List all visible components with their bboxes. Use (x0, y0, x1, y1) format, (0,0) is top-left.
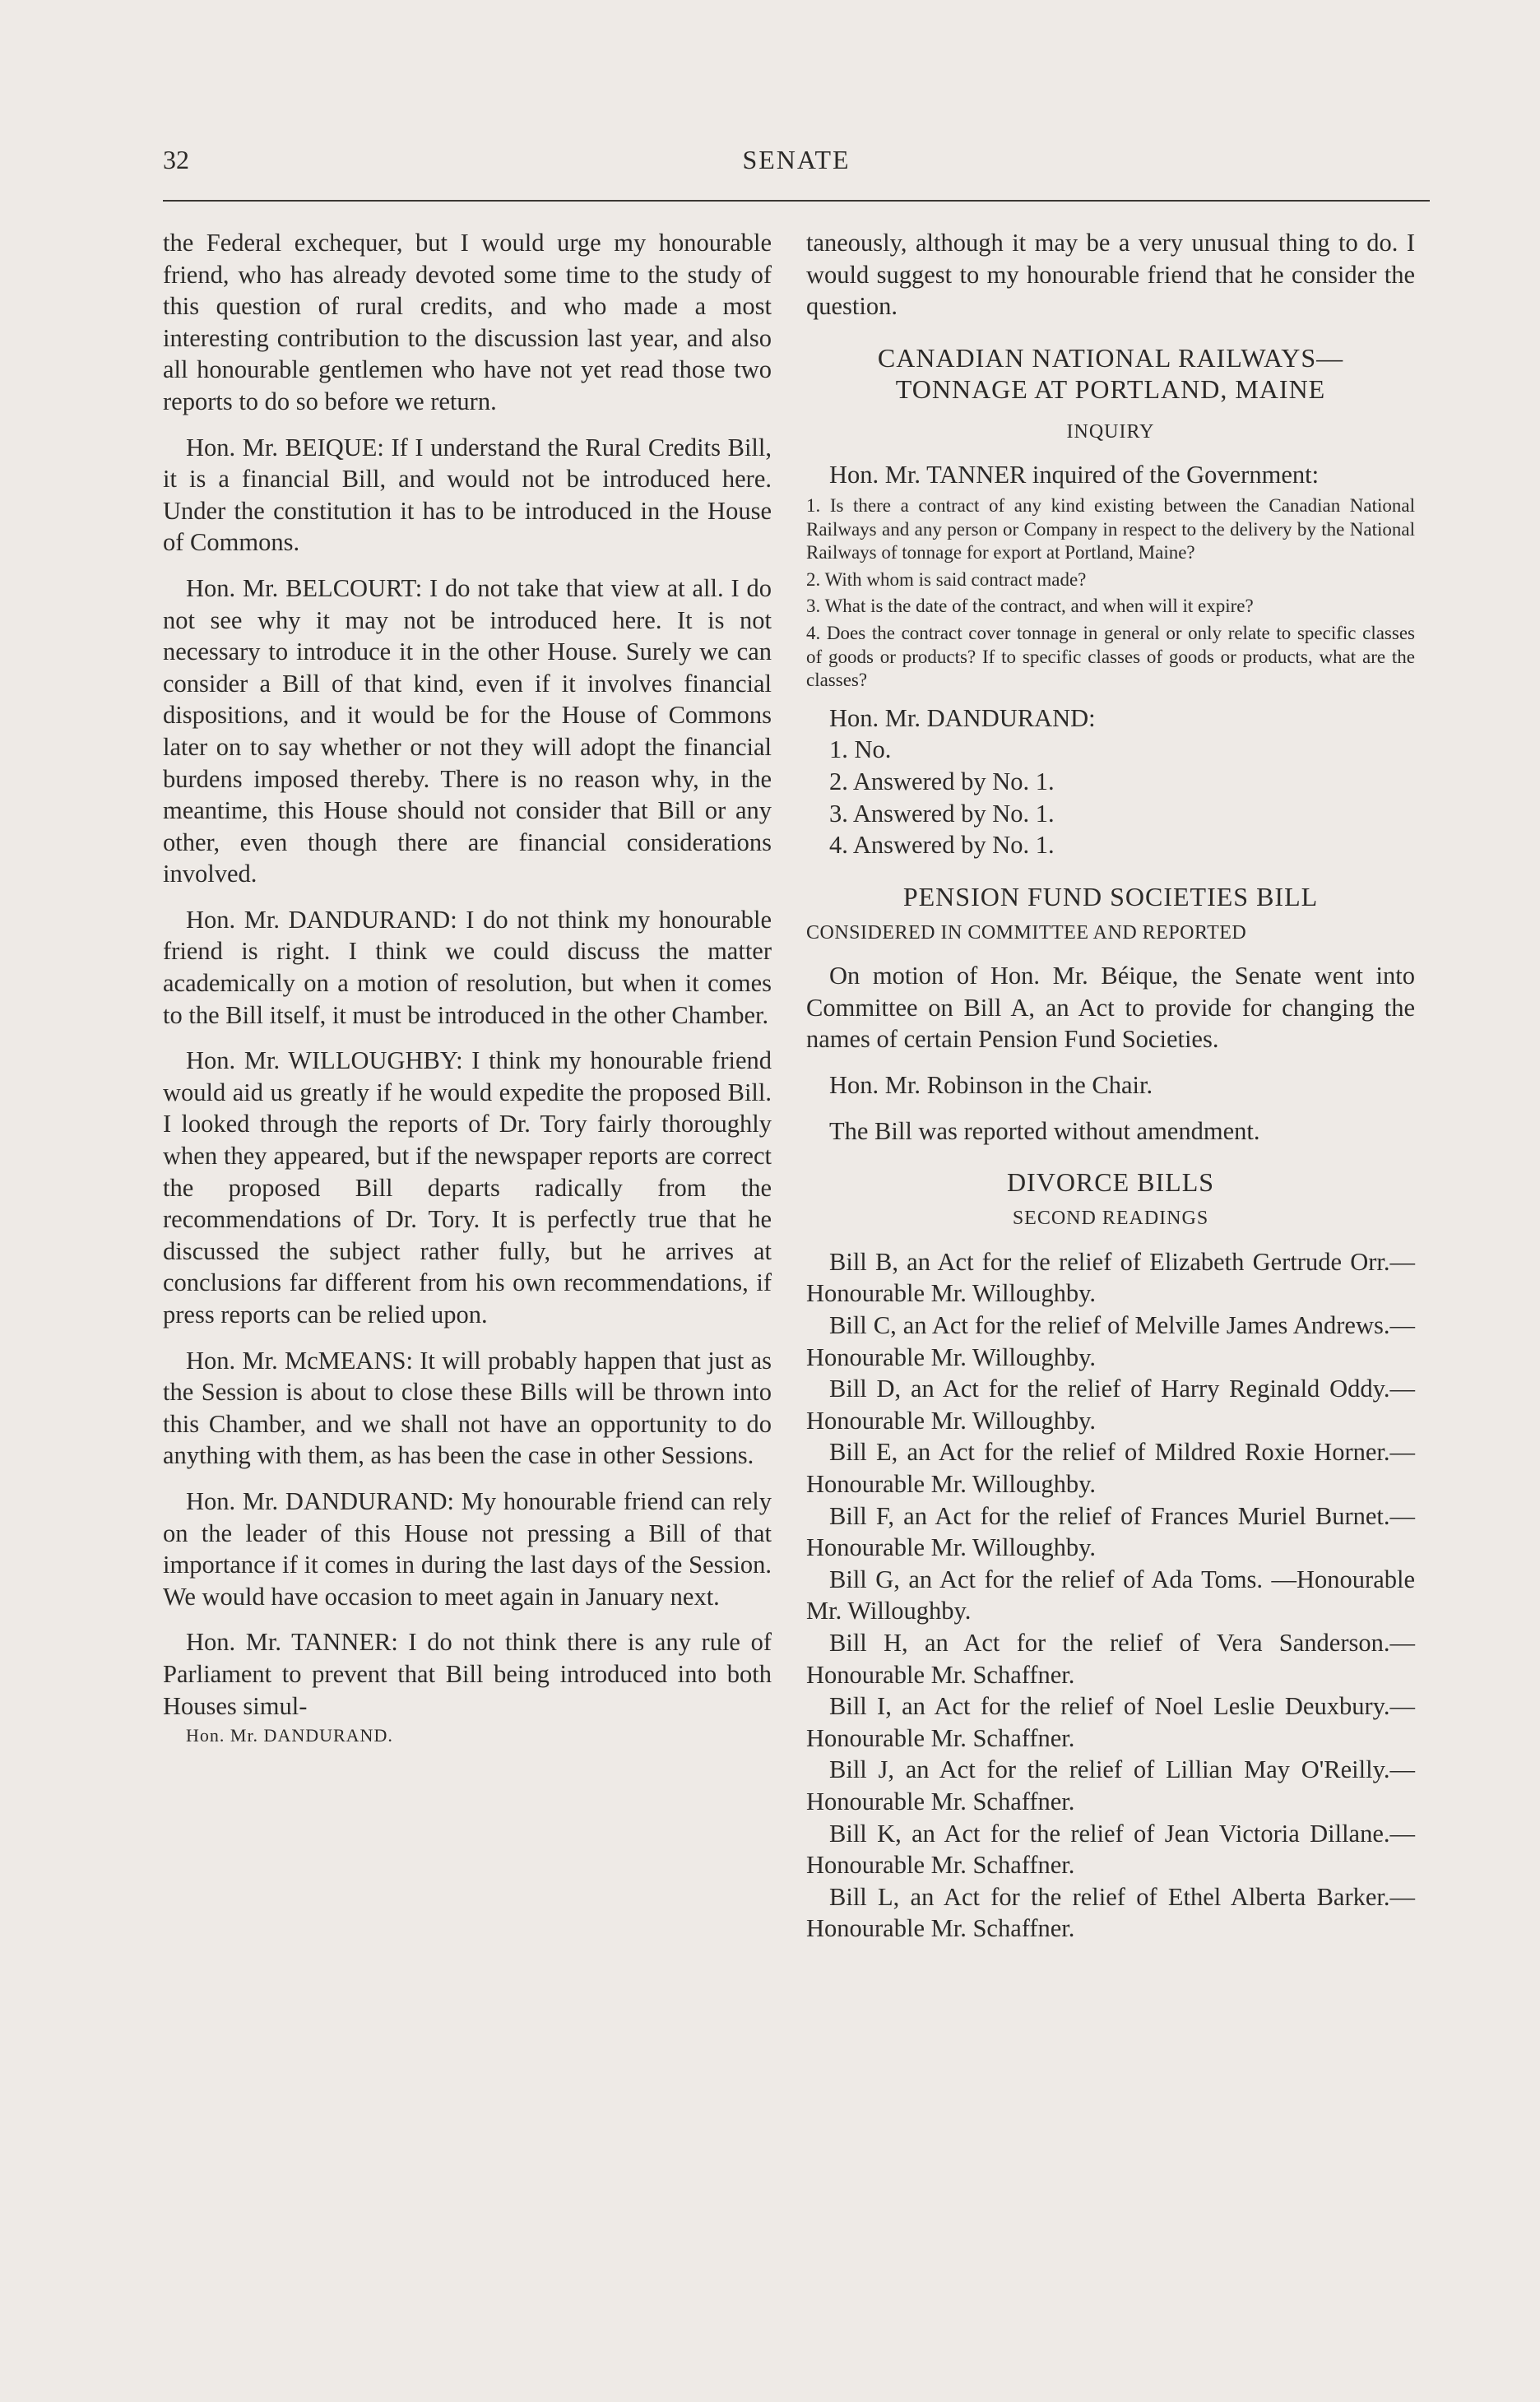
inquiry-question: 3. What is the date of the contract, and when will it expire? (806, 596, 1254, 617)
paragraph: Hon. Mr. WILLOUGHBY: I think my honourable friend would aid us greatly if he would expedite the proposed Bill. I looked through the reports of Dr. Tory fairly thoroughly when they appeared, but if the newspaper reports are correct the proposed Bill departs radically from the recommendations of Dr. Tory. It is perfectly true that he discussed the subject rather fully, but he arrives at conclusions far different from his own recommendations, if press reports can be relied upon. (163, 1046, 772, 1329)
paragraph: The Bill was reported without amendment. (829, 1116, 1260, 1145)
bill-entry: Bill B, an Act for the relief of Elizabeth Gertrude Orr.—Honourable Mr. Willoughby. (806, 1247, 1415, 1308)
paragraph: Hon. Mr. Robinson in the Chair. (829, 1071, 1153, 1100)
page-number: 32 (163, 145, 189, 174)
section-title-railways (806, 342, 1415, 405)
paragraph: Hon. Mr. TANNER inquired of the Government: (829, 461, 1320, 489)
section-title-divorce: DIVORCE BILLS (1006, 1167, 1215, 1198)
bill-entry: Bill K, an Act for the relief of Jean Victoria Dillane.—Honourable Mr. Schaffner. (806, 1819, 1415, 1880)
bill-entry: Bill C, an Act for the relief of Melville James Andrews.—Honourable Mr. Willoughby. (806, 1311, 1415, 1371)
bill-entry: Bill H, an Act for the relief of Vera Sanderson.—Honourable Mr. Schaffner. (806, 1628, 1415, 1689)
section-subtitle: INQUIRY (1066, 420, 1155, 443)
paragraph: Hon. Mr. DANDURAND: I do not think my honourable friend is right. I think we could discuss the matter academically on a motion of resolution, but when it comes to the Bill itself, it must be introduced in the other Chamber. (163, 905, 772, 1029)
paragraph: Hon. Mr. BEIQUE: If I understand the Rural Credits Bill, it is a financial Bill, and would not be introduced here. Under the constitution it has to be introduced in the House of Commons. (163, 433, 772, 557)
bill-entry: Bill J, an Act for the relief of Lillian May O'Reilly.—Honourable Mr. Schaffner. (806, 1755, 1415, 1815)
paragraph: Hon. Mr. BELCOURT: I do not take that view at all. I do not see why it may not be introduced here. It is not necessary to introduce it in the other House. Surely we can consider a Bill of that kind, even if it involves financial dispositions, and it would be for the House of Commons later on to say whether or not they will adopt the financial burdens imposed thereby. There is no reason why, in the meantime, this House should not consider that Bill or any other, even though there are financial considerations involved. (163, 573, 772, 888)
answer-item: 4. Answered by No. 1. (829, 831, 1055, 860)
footer-note: Hon. Mr. DANDURAND. (186, 1725, 393, 1746)
answer-item: 3. Answered by No. 1. (829, 799, 1055, 828)
bill-entry: Bill I, an Act for the relief of Noel Leslie Deuxbury.—Honourable Mr. Schaffner. (806, 1692, 1415, 1752)
inquiry-question: 4. Does the contract cover tonnage in general or only relate to specific classes of goods or products? If to specific classes of goods or products, what are the classes? (806, 622, 1415, 691)
section-subtitle: SECOND READINGS (1012, 1208, 1209, 1230)
section-title-pension: PENSION FUND SOCIETIES BILL (902, 881, 1319, 911)
section-title-line: CANADIAN NATIONAL RAILWAYS— (877, 342, 1344, 373)
inquiry-question: 2. With whom is said contract made? (806, 568, 1087, 590)
paragraph: taneously, although it may be a very unusual thing to do. I would suggest to my honourable friend that he consider the question. (806, 229, 1415, 321)
right-column (806, 227, 1415, 1945)
inquiry-question: 1. Is there a contract of any kind existing between the Canadian National Railways and any person or Company in respect to the delivery by the National Railways of tonnage for export at Portland, Maine? (806, 494, 1415, 563)
bill-entry: Bill F, an Act for the relief of Frances Muriel Burnet.—Honourable Mr. Willoughby. (806, 1501, 1415, 1562)
section-title-line: TONNAGE AT PORTLAND, MAINE (895, 373, 1326, 404)
bill-entry: Bill G, an Act for the relief of Ada Toms. —Honourable Mr. Willoughby. (806, 1565, 1415, 1625)
header-rule (163, 200, 1430, 202)
running-head: SENATE (742, 145, 851, 174)
paragraph: Hon. Mr. TANNER: I do not think there is any rule of Parliament to prevent that Bill being introduced into both Houses simul- (163, 1628, 772, 1720)
page-header (163, 138, 1430, 188)
section-subtitle: CONSIDERED IN COMMITTEE AND REPORTED (806, 921, 1247, 944)
paragraph: Hon. Mr. DANDURAND: My honourable friend can rely on the leader of this House not pressing a Bill of that importance if it comes in during the last days of the Session. We would have occasion to meet again in January next. (163, 1486, 772, 1611)
bill-entry: Bill L, an Act for the relief of Ethel Alberta Barker.—Honourable Mr. Schaffner. (806, 1882, 1415, 1943)
left-column (163, 227, 772, 1752)
paragraph: Hon. Mr. DANDURAND: (829, 703, 1096, 732)
paragraph: Hon. Mr. McMEANS: It will probably happen that just as the Session is about to close these Bills will be thrown into this Chamber, and we shall not have an opportunity to do anything with them, as has been the case in other Sessions. (163, 1346, 772, 1470)
answer-item: 1. No. (829, 735, 892, 764)
paragraph: On motion of Hon. Mr. Béique, the Senate went into Committee on Bill A, an Act to provide for changing the names of certain Pension Fund Societies. (806, 962, 1415, 1054)
answer-item: 2. Answered by No. 1. (829, 767, 1055, 795)
bill-entry: Bill D, an Act for the relief of Harry Reginald Oddy.—Honourable Mr. Willoughby. (806, 1375, 1415, 1435)
paragraph: the Federal exchequer, but I would urge my honourable friend, who has already devoted some time to the study of this question of rural credits, and who made a most interesting contribution to the discussion last year, and also all honourable gentlemen who have not yet read those two reports to do so before we return. (163, 229, 772, 415)
bill-entry: Bill E, an Act for the relief of Mildred Roxie Horner.—Honourable Mr. Willoughby. (806, 1438, 1415, 1498)
